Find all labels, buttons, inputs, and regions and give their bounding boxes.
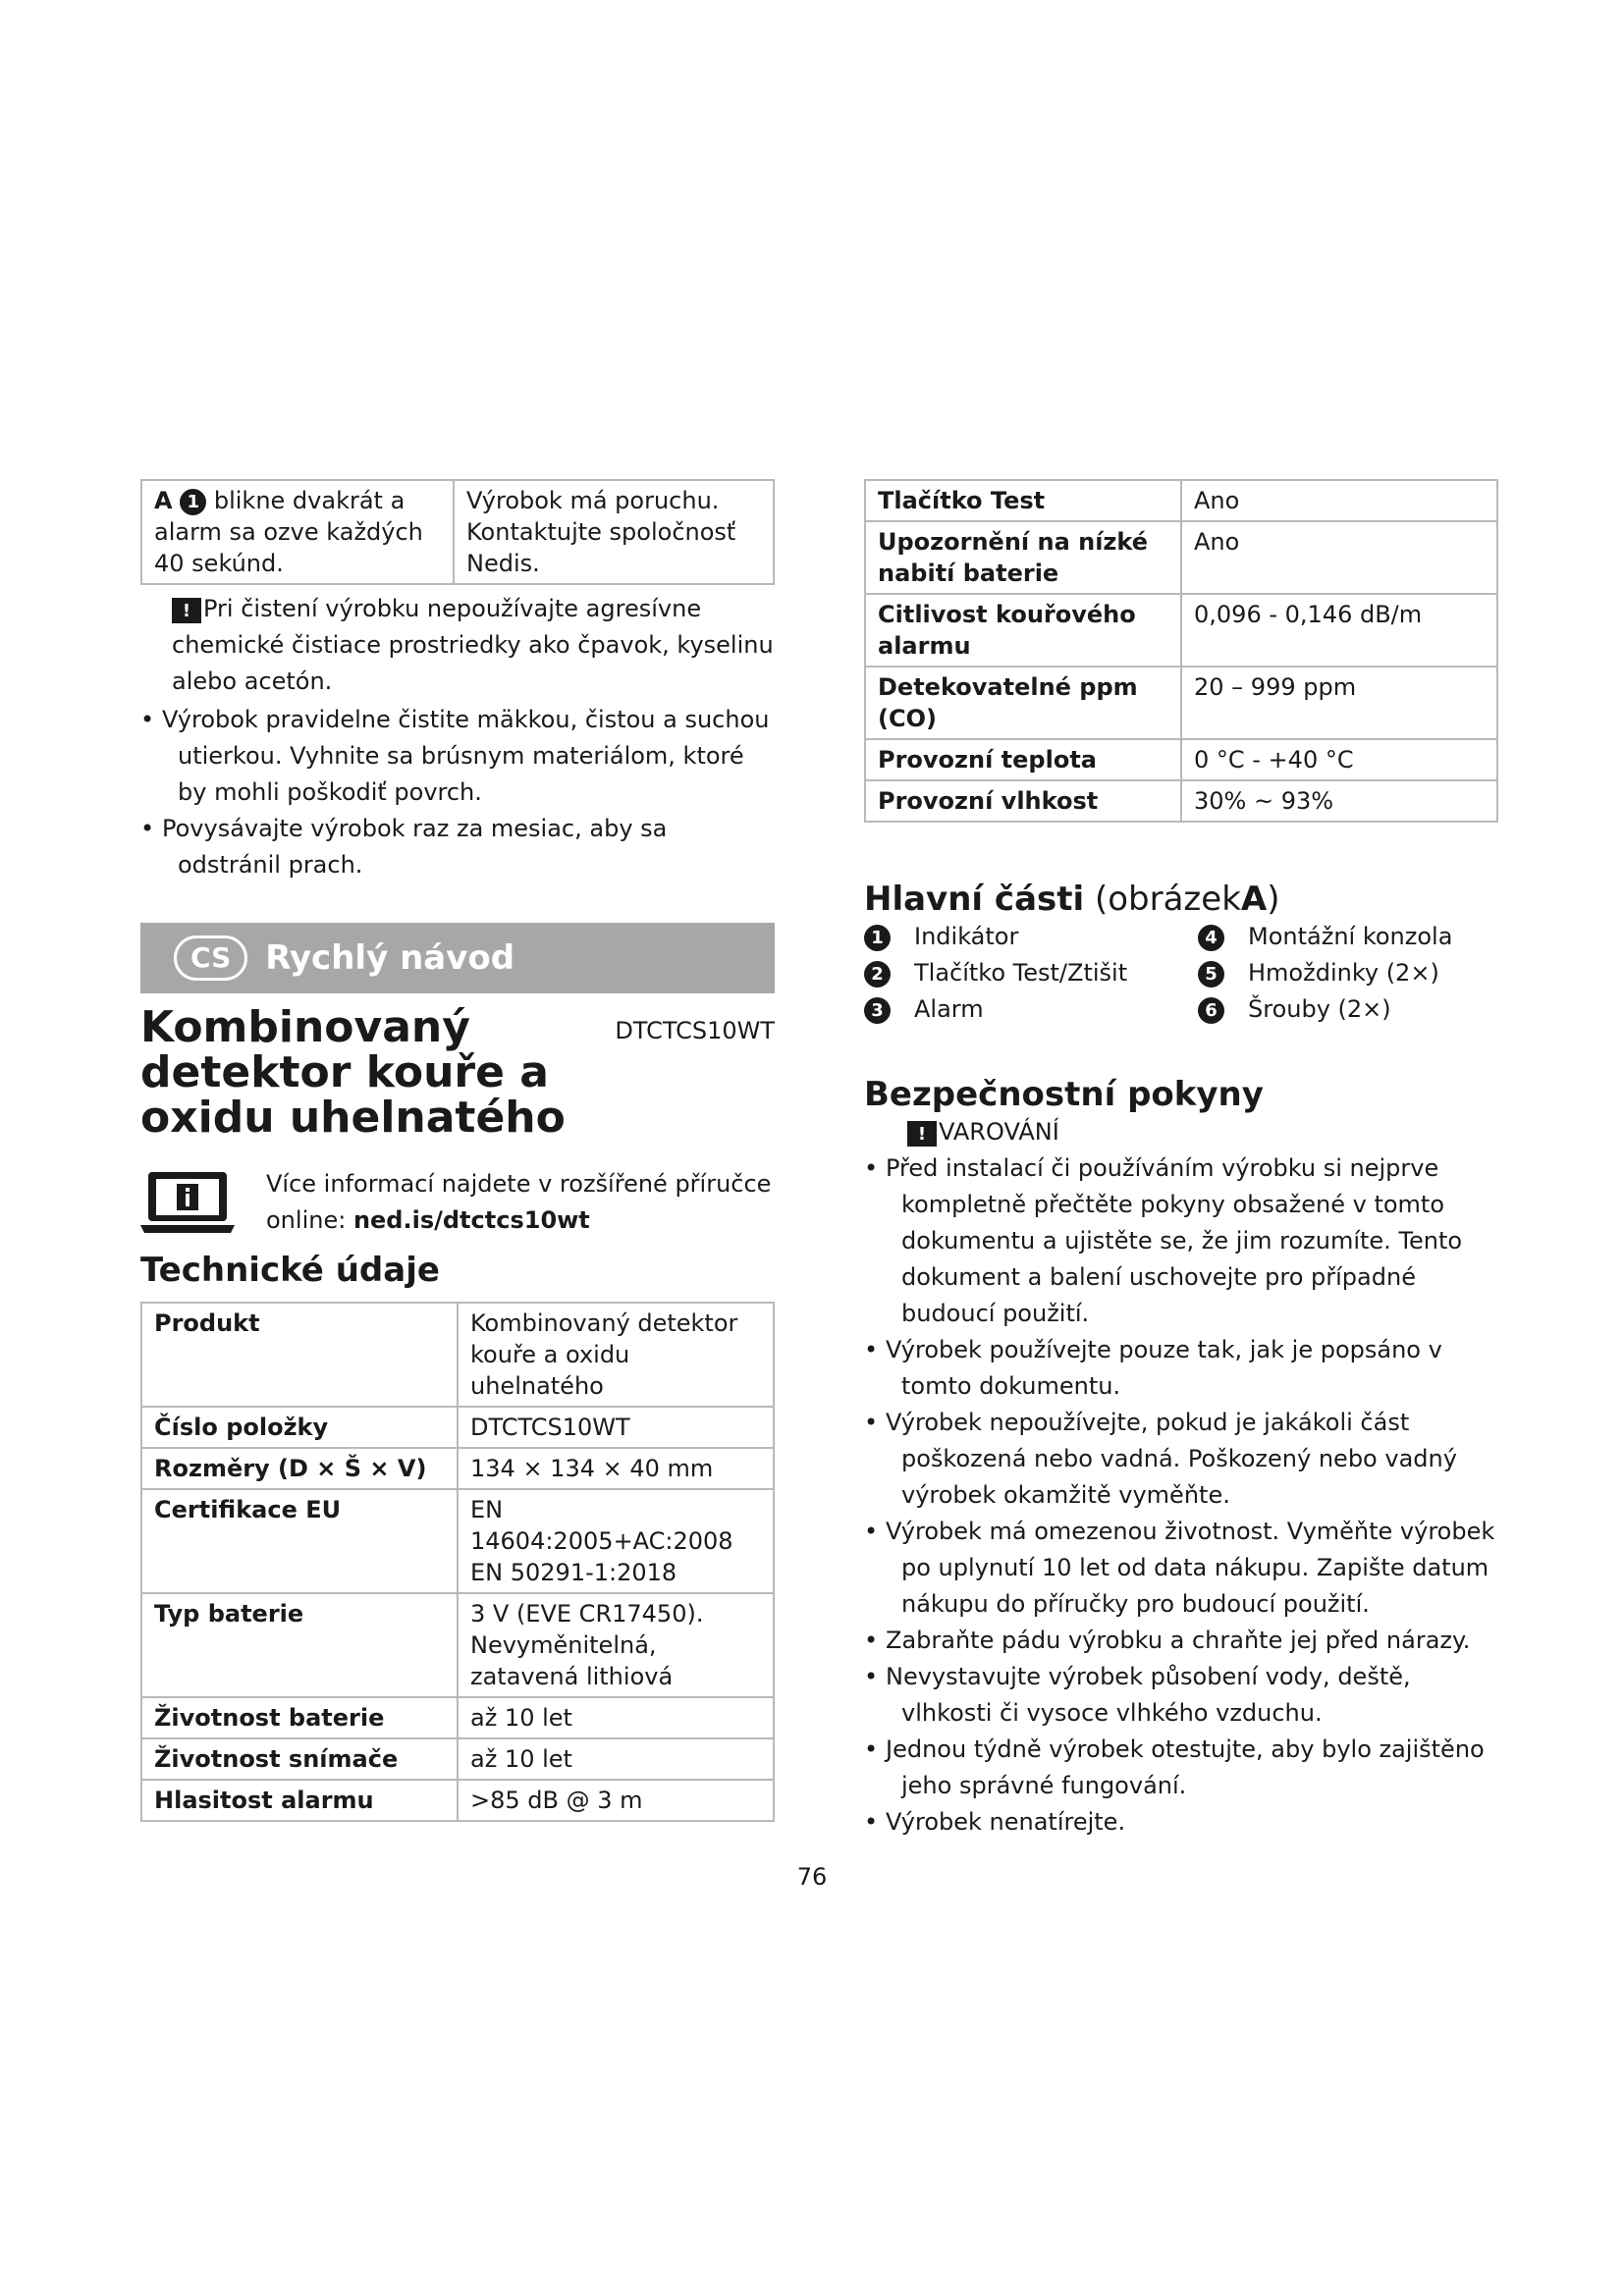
- spec-value: Ano: [1181, 521, 1497, 594]
- part-number-icon: 6: [1198, 997, 1224, 1024]
- spec-value: 134 × 134 × 40 mm: [458, 1448, 774, 1489]
- indicator-1-icon: 1: [180, 489, 206, 515]
- spec-label: Typ baterie: [154, 1600, 304, 1628]
- spec-row: [141, 1407, 774, 1448]
- part-number-icon: 1: [864, 925, 891, 951]
- spec-row: [865, 521, 1497, 594]
- spec-value: EN 14604:2005+AC:2008 EN 50291-1:2018: [458, 1489, 774, 1593]
- spec-label: Rozměry (D × Š × V): [154, 1455, 427, 1482]
- spec-row: [141, 1303, 774, 1407]
- safety-bullet: • Nevystavujte výrobek působení vody, deště, vlhkosti či vysoce vlhkého vzduchu.: [864, 1659, 1498, 1732]
- parts-heading: Hlavní části (obrázekA): [864, 880, 1280, 919]
- spec-label: Životnost baterie: [154, 1704, 385, 1732]
- status-table: [140, 479, 775, 585]
- page-number: 76: [796, 1863, 828, 1891]
- warning-label-row: ! VAROVÁNÍ: [864, 1114, 1498, 1150]
- spec-value: 20 – 999 ppm: [1181, 667, 1497, 739]
- part-item: [1198, 919, 1492, 955]
- part-number-icon: 3: [864, 997, 891, 1024]
- safety-heading: Bezpečnostní pokyny: [864, 1075, 1264, 1114]
- product-title: Kombinovaný detektor kouře a oxidu uhelnatého: [140, 1002, 566, 1143]
- spec-row: [865, 780, 1497, 822]
- safety-bullets: [864, 1150, 1498, 1841]
- spec-label: Hlasitost alarmu: [154, 1787, 374, 1814]
- spec-row: [141, 1448, 774, 1489]
- quick-guide-banner: [140, 923, 775, 993]
- part-item: [1198, 991, 1492, 1028]
- spec-label: Detekovatelné ppm (CO): [878, 673, 1138, 732]
- part-item: [864, 991, 1198, 1028]
- part-number-icon: 4: [1198, 925, 1224, 951]
- tech-heading: Technické údaje: [140, 1251, 440, 1290]
- part-label: Alarm: [914, 995, 984, 1023]
- spec-label: Upozornění na nízké nabití baterie: [878, 528, 1148, 587]
- safety-bullet: • Výrobek používejte pouze tak, jak je popsáno v tomto dokumentu.: [864, 1332, 1498, 1405]
- spec-row: [141, 1697, 774, 1738]
- spec-label: Provozní vlhkost: [878, 787, 1099, 815]
- spec-row: [141, 1780, 774, 1821]
- safety-bullet: • Zabraňte pádu výrobku a chraňte jej před nárazy.: [864, 1623, 1498, 1659]
- spec-value: 0 °C - +40 °C: [1181, 739, 1497, 780]
- spec-label: Citlivost kouřového alarmu: [878, 601, 1136, 660]
- cleaning-warning: ! Pri čistení výrobku nepoužívajte agresívne chemické čistiace prostriedky ako čpavok, kyselinu alebo acetón.: [172, 595, 774, 695]
- banner-title: Rychlý návod: [265, 938, 515, 978]
- language-badge: CS: [174, 935, 247, 981]
- spec-value: Kombinovaný detektor kouře a oxidu uhelnatého: [458, 1303, 774, 1407]
- part-label: Montážní konzola: [1248, 923, 1453, 950]
- warning-icon: !: [907, 1121, 937, 1147]
- cleaning-bullet: • Výrobok pravidelne čistite mäkkou, čistou a suchou utierkou. Vyhnite sa brúsnym materiálom, ktoré by mohli poškodiť povrch.: [140, 702, 775, 811]
- part-item: [864, 919, 1198, 955]
- spec-row: [865, 480, 1497, 521]
- tech-specs-table: [140, 1302, 775, 1822]
- spec-table: [864, 479, 1498, 823]
- spec-row: [141, 1738, 774, 1780]
- parts-list: [864, 919, 1498, 1028]
- spec-label: Tlačítko Test: [878, 487, 1046, 514]
- safety-bullet: • Výrobek nenatírejte.: [864, 1804, 1498, 1841]
- warning-icon: !: [172, 598, 201, 623]
- part-item: [864, 955, 1198, 991]
- part-label: Indikátor: [914, 923, 1019, 950]
- spec-row: [865, 667, 1497, 739]
- manual-link[interactable]: ned.is/dtctcs10wt: [352, 1206, 590, 1234]
- spec-value: až 10 let: [458, 1697, 774, 1738]
- cleaning-bullet: • Povysávajte výrobok raz za mesiac, aby sa odstránil prach.: [140, 811, 775, 883]
- safety-bullet: • Před instalací či používáním výrobku si nejprve kompletně přečtěte pokyny obsažené v tomto dokumentu a ujistěte se, že jim rozumíte. Tento dokument a balení uschovejte pro případné budoucí použití.: [864, 1150, 1498, 1332]
- more-info: Více informací najdete v rozšířené příručce online: ned.is/dtctcs10wt: [140, 1166, 775, 1239]
- spec-value: až 10 let: [458, 1738, 774, 1780]
- spec-value: 0,096 - 0,146 dB/m: [1181, 594, 1497, 667]
- part-number-icon: 2: [864, 961, 891, 988]
- laptop-info-icon: [140, 1170, 235, 1235]
- part-label: Šrouby (2×): [1248, 995, 1391, 1023]
- spec-row: [141, 1489, 774, 1593]
- spec-value: 3 V (EVE CR17450). Nevyměnitelná, zatavená lithiová: [458, 1593, 774, 1697]
- part-label: Tlačítko Test/Ztišit: [914, 959, 1128, 987]
- spec-row: [141, 1593, 774, 1697]
- spec-label: Provozní teplota: [878, 746, 1097, 774]
- spec-label: Produkt: [154, 1309, 260, 1337]
- spec-label: Certifikace EU: [154, 1496, 342, 1523]
- status-cell-meaning: Výrobok má poruchu. Kontaktujte spoločnosť Nedis.: [454, 480, 774, 584]
- spec-row: [865, 594, 1497, 667]
- spec-row: [865, 739, 1497, 780]
- model-number: DTCTCS10WT: [615, 1017, 775, 1044]
- part-item: [1198, 955, 1492, 991]
- safety-bullet: • Jednou týdně výrobek otestujte, aby bylo zajištěno jeho správné fungování.: [864, 1732, 1498, 1804]
- part-number-icon: 5: [1198, 961, 1224, 988]
- safety-bullet: • Výrobek nepoužívejte, pokud je jakákoli část poškozená nebo vadná. Poškozený nebo vadný výrobek okamžitě vyměňte.: [864, 1405, 1498, 1514]
- spec-value: Ano: [1181, 480, 1497, 521]
- spec-label: Číslo položky: [154, 1414, 329, 1441]
- spec-value: >85 dB @ 3 m: [458, 1780, 774, 1821]
- cleaning-bullets: [140, 702, 775, 883]
- left-column: [140, 479, 775, 1822]
- spec-value: DTCTCS10WT: [458, 1407, 774, 1448]
- part-label: Hmoždinky (2×): [1248, 959, 1439, 987]
- spec-label: Životnost snímače: [154, 1745, 399, 1773]
- right-column: [864, 479, 1498, 1841]
- status-cell-condition: A 1 blikne dvakrát a alarm sa ozve každých 40 sekúnd.: [141, 480, 454, 584]
- safety-bullet: • Výrobek má omezenou životnost. Vyměňte výrobek po uplynutí 10 let od data nákupu. Zapište datum nákupu do příručky pro budoucí použití.: [864, 1514, 1498, 1623]
- spec-value: 30% ~ 93%: [1181, 780, 1497, 822]
